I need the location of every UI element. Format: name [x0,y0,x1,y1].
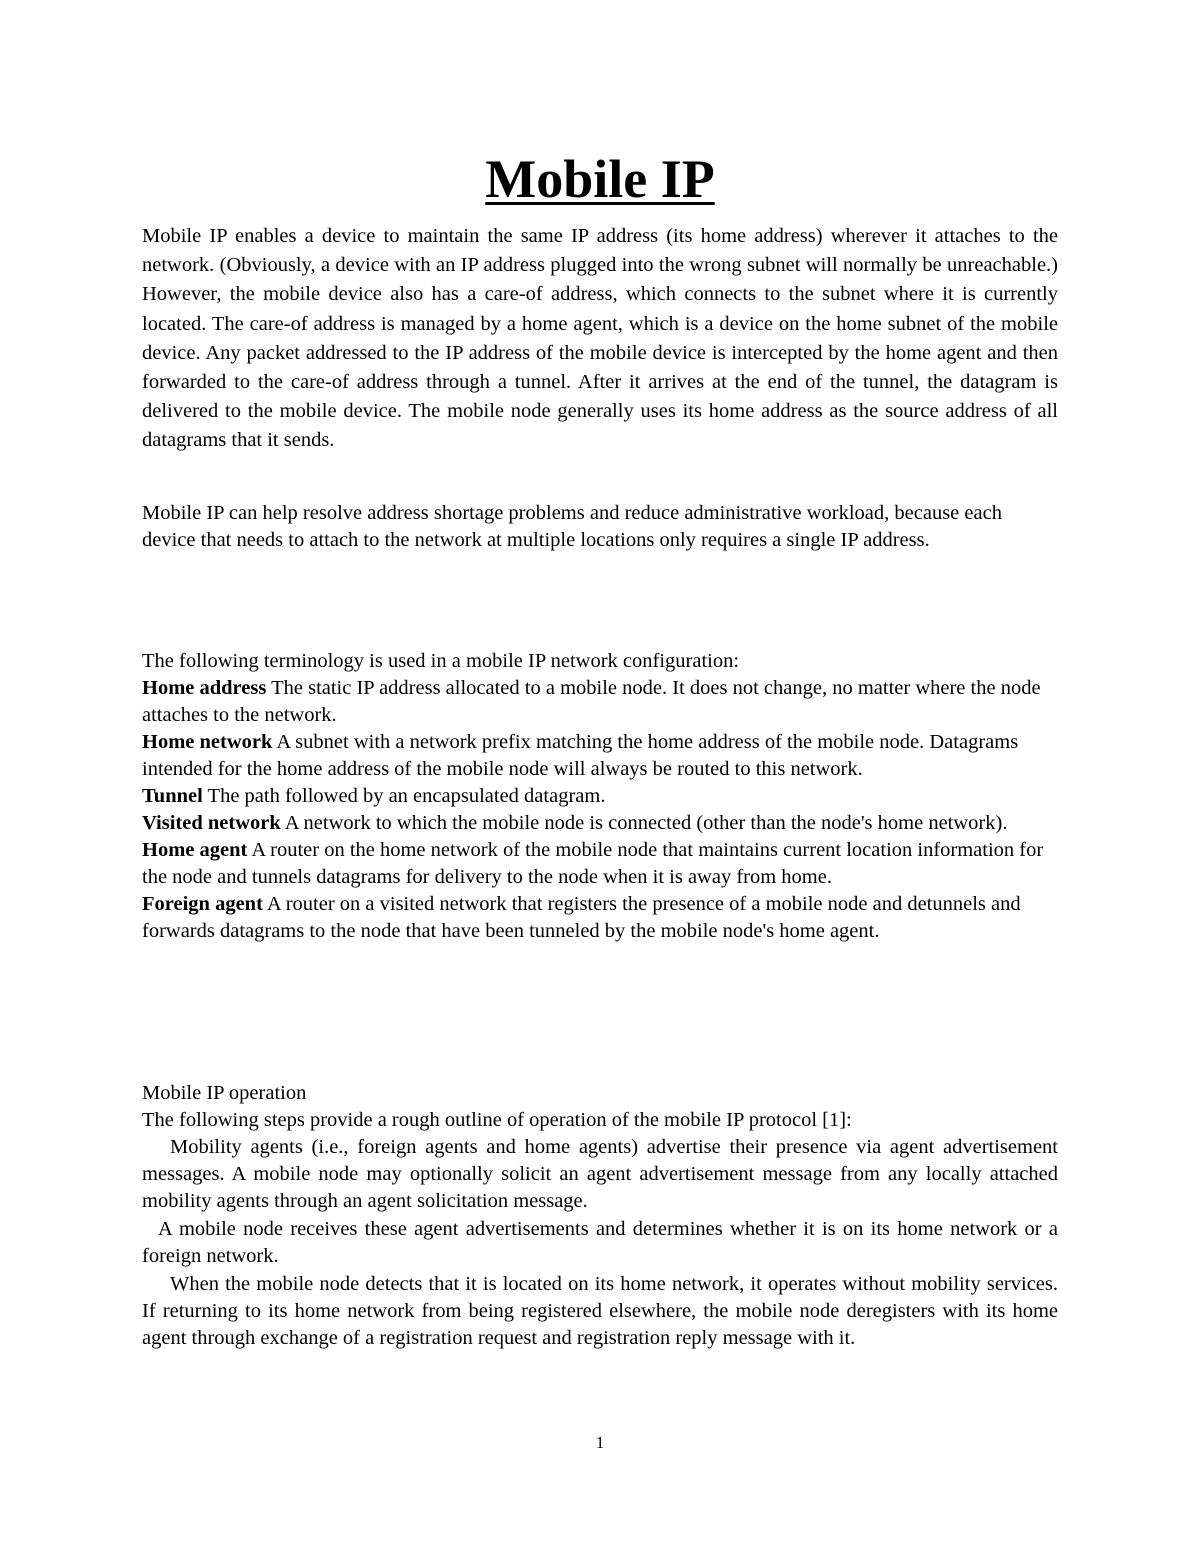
term-home-network [142,729,1058,783]
term-definition: The path followed by an encapsulated datagram. [202,785,606,807]
operation-step-2: A mobile node receives these agent advertisements and determines whether it is on its home network or a foreign network. [142,1218,1058,1267]
intro-paragraph: Mobile IP enables a device to maintain the same IP address (its home address) wherever it attaches to the network. (Obviously, a device with an IP address plugged into the wrong subnet will normally be unreachable.) However, the mobile device also has a care-of address, which connects to the subnet where it is currently located. The care-of address is managed by a home agent, which is a device on the home subnet of the mobile device. Any packet addressed to the IP address of the mobile device is intercepted by the home agent and then forwarded to the care-of address through a tunnel. After it arrives at the end of the tunnel, the datagram is delivered to the mobile device. The mobile node generally uses its home address as the source address of all datagrams that it sends. [142,225,1058,452]
operation-heading: Mobile IP operation [142,1082,307,1104]
term-definition: A network to which the mobile node is connected (other than the node's home network). [280,812,1008,834]
term-visited-network [142,810,1058,837]
terminology-intro: The following terminology is used in a mobile IP network configuration: [142,650,740,672]
document-page [142,0,1058,1553]
term-label: Home address [142,677,267,699]
term-home-address [142,675,1058,729]
operation-step-1: Mobility agents (i.e., foreign agents and home agents) advertise their presence via agent advertisement messages. A mobile node may optionally solicit an agent advertisement message from any locally attached mobility agents through an agent solicitation message. [142,1136,1058,1212]
term-label: Home network [142,731,273,753]
term-definition: A router on a visited network that registers the presence of a mobile node and detunnels and forwards datagrams to the node that have been tunneled by the mobile node's home agent. [142,893,1021,942]
operation-step-3: When the mobile node detects that it is located on its home network, it operates without mobility services. If returning to its home network from being registered elsewhere, the mobile node deregisters with its home agent through exchange of a registration request and registration reply message with it. [142,1273,1058,1349]
page-title: Mobile IP [485,149,715,209]
resolve-paragraph: Mobile IP can help resolve address shortage problems and reduce administrative workload, because each device that needs to attach to the network at multiple locations only requires a single IP address. [142,502,1002,551]
term-definition: A subnet with a network prefix matching the home address of the mobile node. Datagrams intended for the home address of the mobile node will always be routed to this network. [142,731,1019,780]
term-definition: The static IP address allocated to a mobile node. It does not change, no matter where the node attaches to the network. [142,677,1041,726]
term-foreign-agent [142,891,1058,945]
term-tunnel [142,783,1058,810]
term-label: Tunnel [142,785,203,807]
term-label: Visited network [142,812,281,834]
term-home-agent [142,837,1058,891]
operation-intro: The following steps provide a rough outline of operation of the mobile IP protocol [1]: [142,1109,852,1131]
term-label: Home agent [142,839,248,861]
page-number: 1 [595,1433,605,1452]
term-definition: A router on the home network of the mobile node that maintains current location information for the node and tunnels datagrams for delivery to the node when it is away from home. [142,839,1044,888]
operation-section [142,1080,1058,1134]
term-label: Foreign agent [142,893,263,915]
terminology-section [142,648,1058,945]
